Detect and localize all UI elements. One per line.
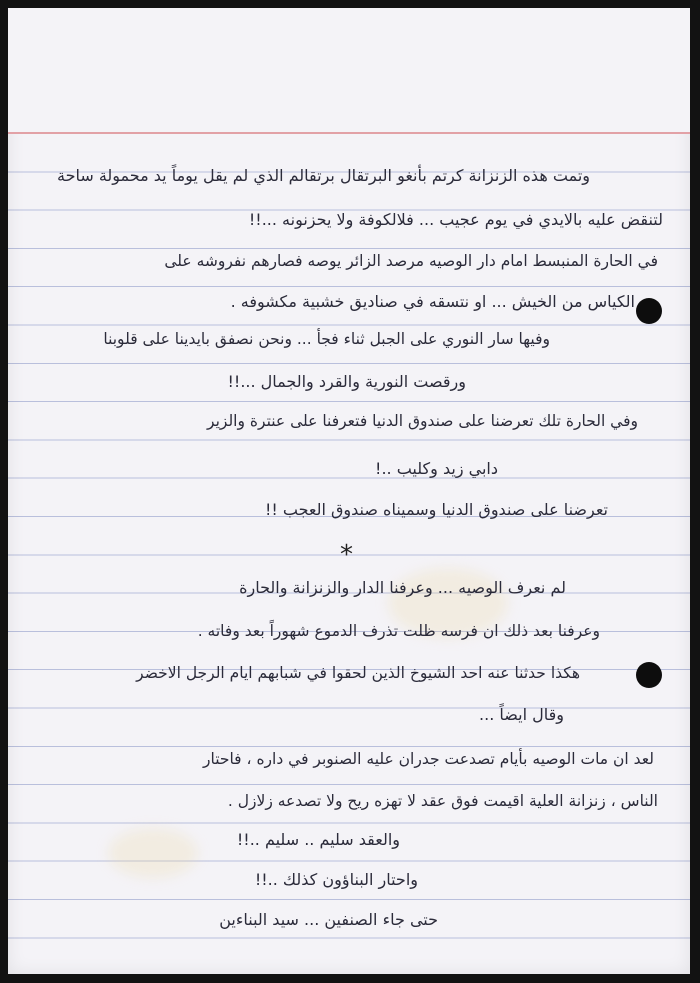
red-margin-line [8, 132, 690, 134]
handwritten-line: حتى جاء الصنفين ... سيد البناءين [219, 910, 438, 929]
section-asterisk: * [340, 540, 353, 570]
paper-stain [108, 828, 198, 878]
handwritten-line: تعرضنا على صندوق الدنيا وسميناه صندوق العجب !! [264, 500, 608, 519]
paper-header-margin [8, 8, 690, 134]
handwritten-line: وقال ايضاً ... [479, 705, 564, 724]
handwritten-line: الناس ، زنزانة العلية اقيمت فوق عقد لا تهزه ريح ولا تصدعه زلازل . [227, 792, 658, 810]
handwritten-line: والعقد سليم .. سليم ..!! [236, 830, 400, 849]
handwritten-line: وفيها سار النوري على الجبل ثناء فجأ ... ونحن نصفق بايدينا على قلوبنا [103, 330, 550, 348]
handwritten-line: لتنقض عليه بالايدي في يوم عجيب ... فلالكوفة ولا يحزنونه ...!! [248, 210, 663, 229]
handwritten-line: لم نعرف الوصيه ... وعرفنا الدار والزنزانة والحارة [239, 578, 566, 597]
handwritten-line: وتمت هذه الزنزانة كرتم بأنغو البرتقال برتقالم الذي لم يقل يوماً يد محمولة ساحة [56, 166, 590, 185]
handwritten-line: دابي زيد وكليب ..! [375, 459, 498, 478]
binder-hole [636, 662, 662, 688]
handwritten-line: وفي الحارة تلك تعرضنا على صندوق الدنيا فتعرفنا على عنترة والزير [207, 412, 638, 430]
handwritten-line: في الحارة المنبسط امام دار الوصيه مرصد الزائر يوصه فصارهم نفروشه على [164, 252, 658, 270]
handwritten-line: الكياس من الخيش ... او نتسقه في صناديق خشبية مكشوفه . [230, 292, 635, 311]
handwritten-line: هكذا حدثنا عنه احد الشيوخ الذين لحقوا في شبابهم ايام الرجل الاخضر [136, 664, 580, 682]
handwritten-line: لعد ان مات الوصيه بأيام تصدعت جدران عليه الصنوبر في داره ، فاحتار [202, 750, 654, 768]
lined-paper-sheet [8, 8, 690, 974]
handwritten-line: واحتار البناؤون كذلك ..!! [254, 870, 418, 889]
binder-hole [636, 298, 662, 324]
handwritten-line: وعرفنا بعد ذلك ان فرسه ظلت تذرف الدموع شهوراً بعد وفاته . [197, 622, 600, 640]
handwritten-line: ورقصت النورية والقرد والجمال ...!! [227, 372, 466, 391]
